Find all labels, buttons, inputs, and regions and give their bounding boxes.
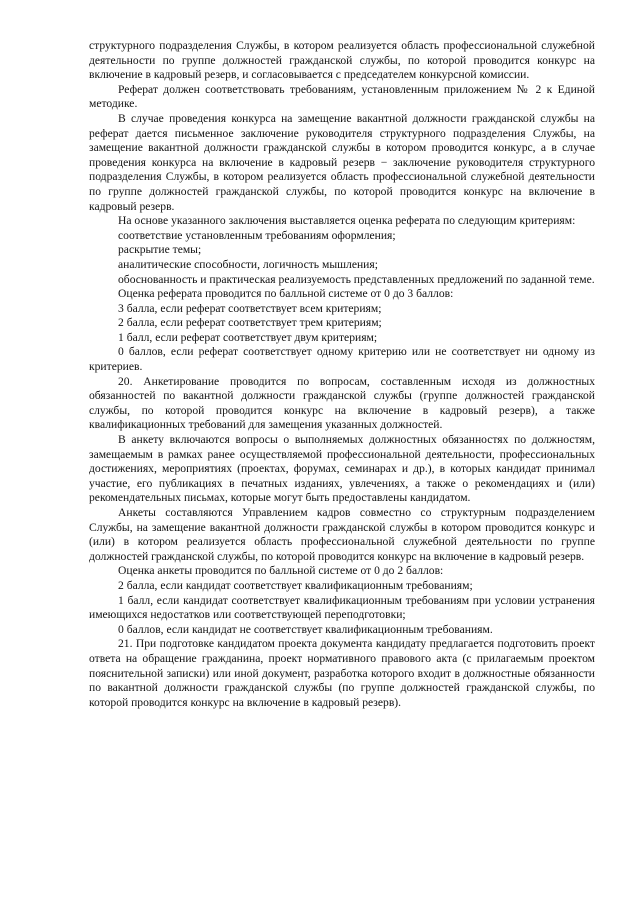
paragraph-item-20: 20. Анкетирование проводится по вопросам, составленным исходя из должностных обязанностей по вакантной должности гражданской службы (группе должностей гражданской службы, по которой проводится конкурс на включение в кадровый резерв), а также квалификационных требований для замещения указанных должностей. xyxy=(89,374,595,432)
criterion-feasibility: обоснованность и практическая реализуемость представленных предложений по заданной теме. xyxy=(118,272,595,286)
score-2: 2 балла, если реферат соответствует трем критериям; xyxy=(118,316,382,330)
paragraph-criteria-intro: На основе указанного заключения выставляется оценка реферата по следующим критериям: xyxy=(118,214,576,228)
paragraph-essay-scoring: Оценка реферата проводится по балльной системе от 0 до 3 баллов: xyxy=(118,287,454,301)
score-1: 1 балл, если реферат соответствует двум критериям; xyxy=(118,330,378,344)
paragraph-questionnaire-content: В анкету включаются вопросы о выполняемых должностных обязанностях по должностям, замещаемым в рамках ранее осуществляемой профессиональной деятельности, профессиональных достижениях, мероприятиях (проектах, форумах, семинарах и др.), в которых кандидат принимал участие, его публикациях в печатных изданиях, увлечениях, а также о рекомендациях и (или) рекомендательных письмах, которые могут быть предоставлены кандидатом. xyxy=(89,433,595,505)
paragraph-item-21: 21. При подготовке кандидатом проекта документа кандидату предлагается подготовить проект ответа на обращение гражданина, проект нормативного правового акта (с прилагаемым проектом пояснительной записки) или иной документ, разработка которого входит в должностные обязанности по вакантной должности гражданской службы (по группе должностей гражданской службы, по которой проводится конкурс на включение в кадровый резерв). xyxy=(89,637,595,709)
paragraph-essay-requirements: Реферат должен соответствовать требованиям, установленным приложением № 2 к Единой методике. xyxy=(89,82,595,111)
paragraph-questionnaire-scoring: Оценка анкеты проводится по балльной системе от 0 до 2 баллов: xyxy=(118,564,444,578)
questionnaire-score-2: 2 балла, если кандидат соответствует квалификационным требованиям; xyxy=(118,578,473,592)
paragraph-essay-conclusion: В случае проведения конкурса на замещение вакантной должности гражданской службы на реферат дается письменное заключение руководителя структурного подразделения Службы, на замещение вакантной должности гражданской службы в котором проводится конкурс, а в случае проведения конкурса на включение в кадровый резерв − заключение руководителя структурного подразделения Службы, в котором реализуется область профессиональной служебной деятельности по группе должностей гражданской службы, по которой проводится конкурс на включение в кадровый резерв. xyxy=(89,111,595,213)
criterion-formatting: соответствие установленным требованиям оформления; xyxy=(118,228,396,242)
criterion-analytics: аналитические способности, логичность мышления; xyxy=(118,257,378,271)
questionnaire-score-1: 1 балл, если кандидат соответствует квалификационным требованиям при условии устранения имеющихся недостатков или соответствующей переподготовки; xyxy=(89,593,595,622)
paragraph-questionnaire-authors: Анкеты составляются Управлением кадров совместно со структурным подразделением Службы, на замещение вакантной должности гражданской службы в котором проводится конкурс и (или) в котором реализуется область профессиональной служебной деятельности по группе должностей гражданской службы, по которой проводится конкурс на включение в кадровый резерв. xyxy=(89,506,595,563)
paragraph-continuation: структурного подразделения Службы, в котором реализуется область профессиональной служебной деятельности по группе должностей гражданской службы, по которой проводится конкурс на включение в кадровый резерв, и согласовывается с председателем конкурсной комиссии. xyxy=(89,39,595,82)
questionnaire-score-0: 0 баллов, если кандидат не соответствует квалификационным требованиям. xyxy=(118,622,493,636)
score-0: 0 баллов, если реферат соответствует одному критерию или не соответствует ни одному из критериев. xyxy=(89,345,595,374)
criterion-topic: раскрытие темы; xyxy=(118,243,202,257)
document-page xyxy=(89,39,595,710)
score-3: 3 балла, если реферат соответствует всем критериям; xyxy=(118,301,382,315)
